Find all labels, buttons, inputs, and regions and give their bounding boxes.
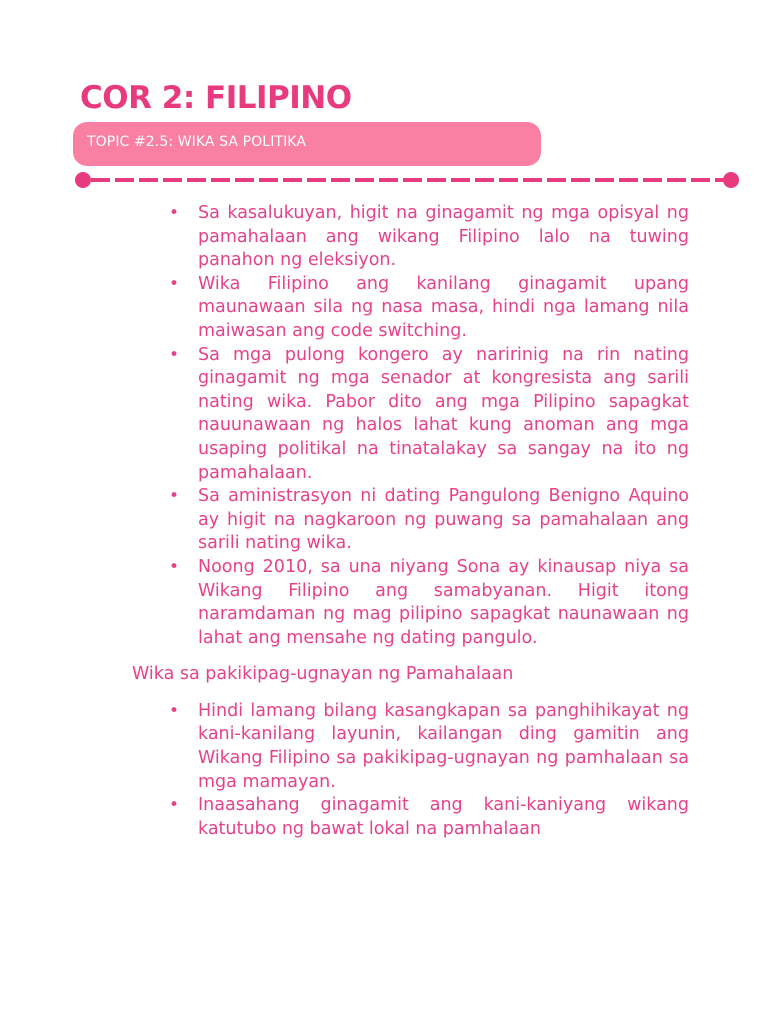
list-item-text: Wika Filipino ang kanilang ginagamit upang maunawaan sila ng nasa masa, hindi nga lamang nila maiwasan ang code switching.: [198, 273, 689, 341]
list-item-text: Inaasahang ginagamit ang kani-kaniyang wikang katutubo ng bawat lokal na pamhalaan: [198, 795, 689, 839]
list-item-text: Noong 2010, sa una niyang Sona ay kinausap niya sa Wikang Filipino ang samabyanan. Higit itong naramdaman ng mag pilipino sapagkat naunawaan ng lahat ang mensahe ng dating pangulo.: [198, 556, 689, 648]
bullet-dot-icon: •: [169, 795, 180, 816]
bullet-list-politics: [132, 202, 689, 650]
list-item-text: Sa mga pulong kongero ay naririnig na rin nating ginagamit ng mga senador at kongresista ang sarili nating wika. Pabor dito ang mga Pilipino sapagkat nauunawaan ng halos lahat kung anoman ang mga usaping politikal na tinatalakay sa sangay na ito ng pamahalaan.: [198, 344, 689, 483]
divider-end-dot: [723, 172, 739, 188]
list-item: [132, 485, 689, 556]
document-body: [132, 202, 689, 841]
document-title: COR 2: FILIPINO: [80, 80, 352, 116]
topic-banner: [73, 122, 541, 166]
topic-label: TOPIC #2.5: WIKA SA POLITIKA: [87, 134, 307, 150]
bullet-dot-icon: •: [169, 344, 180, 365]
bullet-dot-icon: •: [169, 486, 180, 507]
list-item-text: Hindi lamang bilang kasangkapan sa panghihikayat ng kani-kanilang layunin, kailangan ding gamitin ang Wikang Filipino sa pakikipag-ugnayan ng pamhalaan sa mga mamayan.: [198, 700, 689, 792]
list-item: [132, 700, 689, 794]
list-item-text: Sa aministrasyon ni dating Pangulong Benigno Aquino ay higit na nagkaroon ng puwang sa pamahalaan ang sarili nating wika.: [198, 486, 689, 554]
bullet-dot-icon: •: [169, 273, 180, 294]
dotted-divider: [75, 170, 743, 192]
list-item: [132, 794, 689, 841]
section-heading: Wika sa pakikipag-ugnayan ng Pamahalaan: [132, 664, 514, 685]
bullet-dot-icon: •: [169, 203, 180, 223]
list-item-text: Sa kasalukuyan, higit na ginagamit ng mga opisyal ng pamahalaan ang wikang Filipino lalo na tuwing panahon ng eleksiyon.: [198, 203, 689, 271]
list-item: [132, 556, 689, 650]
list-item: [132, 273, 689, 344]
list-item: [132, 344, 689, 486]
bullet-dot-icon: •: [169, 700, 180, 721]
divider-start-dot: [75, 172, 91, 188]
list-item: [132, 202, 689, 273]
bullet-list-government: [132, 700, 689, 842]
bullet-dot-icon: •: [169, 556, 180, 577]
